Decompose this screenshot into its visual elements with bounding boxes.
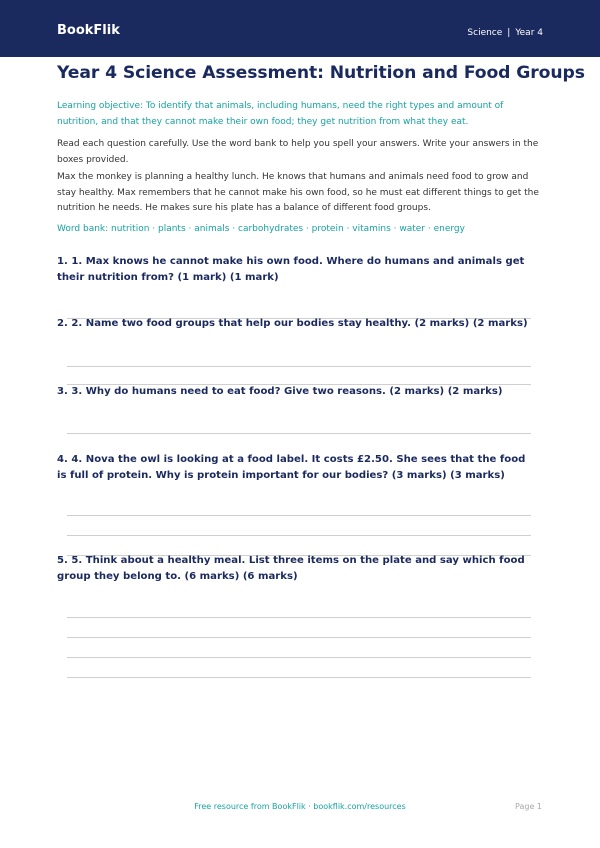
story-passage: Max the monkey is planning a healthy lunch. He knows that humans and animals need food to grow and stay healthy. Max remembers that he cannot make his own food, so he must eat different things to get the nutrition he needs. He makes sure his plate has a balance of different food groups. bbox=[57, 172, 539, 213]
page-number: Page 1 bbox=[515, 802, 542, 811]
page-header bbox=[0, 0, 600, 57]
header-separator: | bbox=[507, 28, 511, 38]
answer-line[interactable] bbox=[67, 677, 531, 678]
instructions: Read each question carefully. Use the word bank to help you spell your answers. Write your answers in the boxes provided. bbox=[57, 139, 539, 165]
year-label: Year 4 bbox=[515, 28, 543, 38]
answer-line[interactable] bbox=[67, 617, 531, 618]
brand-logo[interactable]: BookFlik bbox=[57, 23, 120, 38]
page-title: Year 4 Science Assessment: Nutrition and Food Groups bbox=[57, 63, 585, 83]
question-2: 2. 2. Name two food groups that help our bodies stay healthy. (2 marks) (2 marks) bbox=[57, 318, 528, 329]
answer-line[interactable] bbox=[67, 515, 531, 516]
header-meta bbox=[467, 28, 543, 38]
question-3: 3. 3. Why do humans need to eat food? Give two reasons. (2 marks) (2 marks) bbox=[57, 386, 503, 397]
answer-line[interactable] bbox=[67, 657, 531, 658]
learning-objective: Learning objective: To identify that animals, including humans, need the right types and amount of nutrition, and that they cannot make their own food; they get nutrition from what they eat. bbox=[57, 101, 504, 127]
question-1: 1. 1. Max knows he cannot make his own food. Where do humans and animals get their nutrition from? (1 mark) (1 mark) bbox=[57, 256, 525, 283]
answer-line[interactable] bbox=[67, 366, 531, 367]
subject-label: Science bbox=[467, 28, 503, 38]
word-bank: Word bank: nutrition · plants · animals · carbohydrates · protein · vitamins · water · energy bbox=[57, 224, 465, 234]
answer-line[interactable] bbox=[67, 535, 531, 536]
answer-line[interactable] bbox=[67, 433, 531, 434]
answer-line[interactable] bbox=[67, 637, 531, 638]
question-5: 5. 5. Think about a healthy meal. List three items on the plate and say which food group they belong to. (6 marks) (6 marks) bbox=[57, 555, 525, 582]
question-4: 4. 4. Nova the owl is looking at a food label. It costs £2.50. She sees that the food is full of protein. Why is protein important for our bodies? (3 marks) (3 marks) bbox=[57, 454, 526, 481]
footer-source[interactable]: Free resource from BookFlik · bookflik.com/resources bbox=[194, 802, 406, 811]
